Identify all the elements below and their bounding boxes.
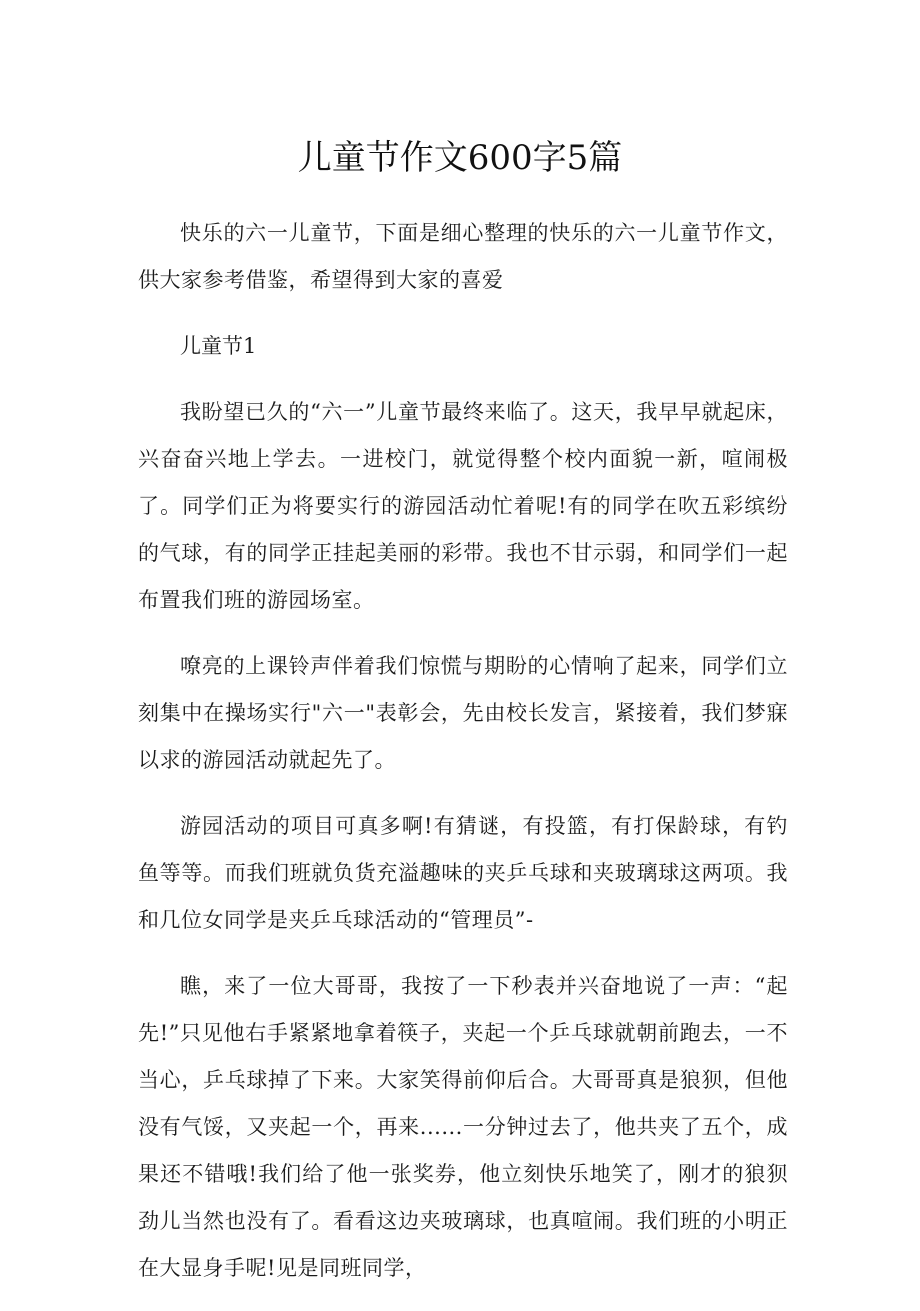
section-heading: 儿童节1 [180,334,257,358]
body-paragraph: 瞧，来了一位大哥哥，我按了一下秒表并兴奋地说了一声：“起先!”只见他右手紧紧地拿着筷子，夹起一个乒乓球就朝前跑去，一不当心，乒乓球掉了下来。大家笑得前仰后合。大哥哥真是狼狈，但他没有气馁，又夹起一个，再来......一分钟过去了，他共夹了五个，成果还不错哦!我们给了他一张奖券，他立刻快乐地笑了，刚才的狼狈劲儿当然也没有了。看看这边夹玻璃球，也真喧闹。我们班的小明正在大显身手呢!见是同班同学， [138,974,788,1280]
document-body [138,210,788,1311]
intro-paragraph: 快乐的六一儿童节，下面是细心整理的快乐的六一儿童节作文，供大家参考借鉴，希望得到大家的喜爱 [138,221,788,292]
document-title: 儿童节作文600字5篇 [297,138,623,178]
body-paragraph: 游园活动的项目可真多啊!有猜谜，有投篮，有打保龄球，有钓鱼等等。而我们班就负货充溢趣味的夹乒乓球和夹玻璃球这两项。我和几位女同学是夹乒乓球活动的“管理员”- [138,814,788,932]
body-paragraph: 嘹亮的上课铃声伴着我们惊慌与期盼的心情响了起来，同学们立刻集中在操场实行"六一"表彰会，先由校长发言，紧接着，我们梦寐以求的游园活动就起先了。 [138,654,788,772]
body-paragraph: 我盼望已久的“六一”儿童节最终来临了。这天，我早早就起床，兴奋奋兴地上学去。一进校门，就觉得整个校内面貌一新，喧闹极了。同学们正为将要实行的游园活动忙着呢!有的同学在吹五彩缤纷的气球，有的同学正挂起美丽的彩带。我也不甘示弱，和同学们一起布置我们班的游园场室。 [138,400,788,612]
